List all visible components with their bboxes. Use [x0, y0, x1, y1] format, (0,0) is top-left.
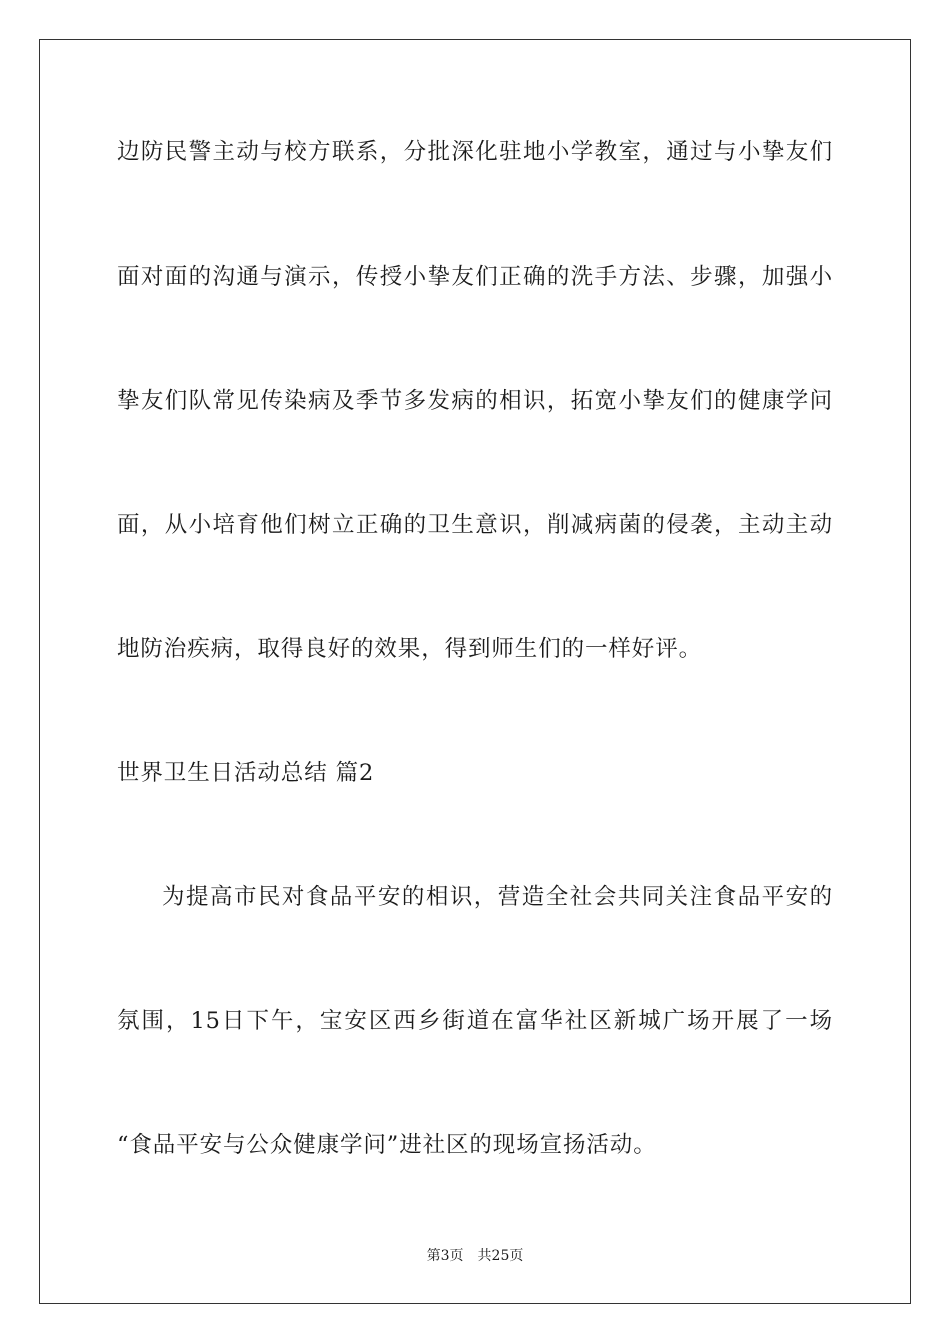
page-footer [0, 1246, 950, 1266]
paragraph-1-line-3: 挚友们队常见传染病及季节多发病的相识，拓宽小挚友们的健康学问 [117, 388, 833, 414]
paragraph-1-line-2: 面对面的沟通与演示，传授小挚友们正确的洗手方法、步骤，加强小 [117, 264, 833, 290]
paragraph-2-line-1: 为提高市民对食品平安的相识，营造全社会共同关注食品平安的 [162, 884, 833, 910]
section-heading: 世界卫生日活动总结 篇2 [117, 760, 375, 786]
paragraph-2-line-3: “食品平安与公众健康学问”进社区的现场宣扬活动。 [117, 1132, 657, 1158]
paragraph-1-line-1: 边防民警主动与校方联系，分批深化驻地小学教室，通过与小挚友们 [117, 139, 833, 165]
paragraph-1-line-4: 面，从小培育他们树立正确的卫生意识，削减病菌的侵袭，主动主动 [117, 512, 833, 538]
total-pages: 共25页 [477, 1248, 524, 1264]
paragraph-1-line-5: 地防治疾病，取得良好的效果，得到师生们的一样好评。 [117, 636, 703, 662]
page-number: 第3页 [426, 1248, 464, 1264]
paragraph-2-line-2: 氛围，15日下午，宝安区西乡街道在富华社区新城广场开展了一场 [117, 1008, 833, 1034]
page-border [39, 39, 911, 1304]
